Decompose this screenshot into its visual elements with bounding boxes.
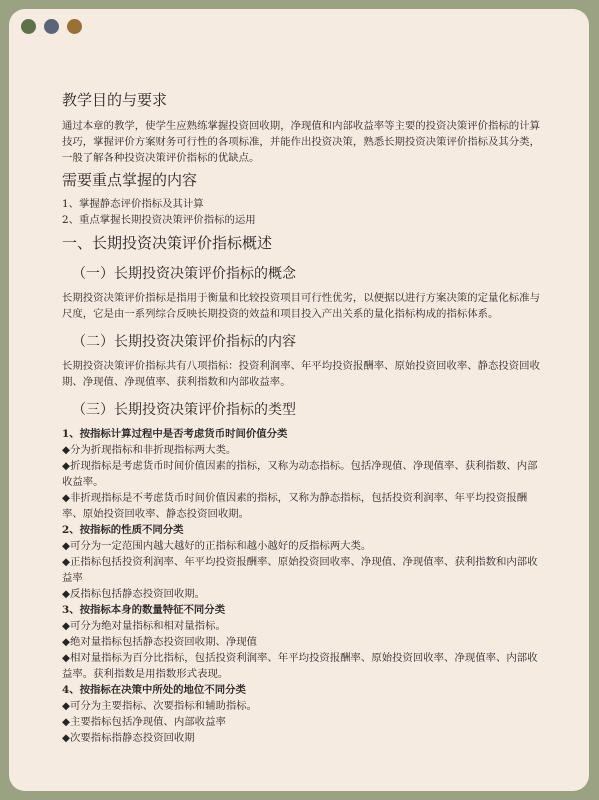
type-bullet: ◆反指标包括静态投资回收期。 xyxy=(62,588,206,600)
type-category-heading: 3、按指标本身的数量特征不同分类 xyxy=(62,604,226,616)
concept-paragraph: 长期投资决策评价指标是指用于衡量和比较投资项目可行性优劣，以便据以进行方案决策的定量化标准与尺度，它是由一系列综合反映长期投资的效益和项目投入产出关系的量化指标构成的指标体系。 xyxy=(62,292,540,320)
green-dot-icon xyxy=(21,19,36,34)
type-bullet: ◆主要指标包括净现值、内部收益率 xyxy=(62,716,226,728)
type-category-heading: 4、按指标在决策中所处的地位不同分类 xyxy=(62,684,246,696)
section-heading: 一、长期投资决策评价指标概述 xyxy=(62,234,273,252)
type-bullet: ◆可分为绝对量指标和相对量指标。 xyxy=(62,620,226,632)
subsection-heading-concept: （一）长期投资决策评价指标的概念 xyxy=(72,266,296,282)
type-category-heading: 2、按指标的性质不同分类 xyxy=(62,524,184,536)
type-bullet: ◆次要指标指静态投资回收期 xyxy=(62,732,195,744)
types-list xyxy=(62,426,540,746)
subsection-heading-types: （三）长期投资决策评价指标的类型 xyxy=(72,402,296,418)
subsection-heading-content: （二）长期投资决策评价指标的内容 xyxy=(72,334,296,350)
type-bullet: ◆分为折现指标和非折现指标两大类。 xyxy=(62,444,237,456)
type-bullet: ◆可分为主要指标、次要指标和辅助指标。 xyxy=(62,700,258,712)
key-list xyxy=(62,196,540,228)
key-item: 1、掌握静态评价指标及其计算 xyxy=(62,198,204,210)
goal-paragraph: 通过本章的教学，使学生应熟练掌握投资回收期，净现值和内部收益率等主要的投资决策评价指标的计算技巧，掌握评价方案财务可行性的各项标准，并能作出投资决策，熟悉长期投资决策评价指标及其分类，一般了解各种投资决策评价指标的优缺点。 xyxy=(62,120,540,164)
type-bullet: ◆正指标包括投资利润率、年平均投资报酬率、原始投资回收率、净现值、净现值率、获利指数和内部收益率 xyxy=(62,556,538,584)
type-category-heading: 1、按指标计算过程中是否考虑货币时间价值分类 xyxy=(62,428,288,440)
type-bullet: ◆可分为一定范围内越大越好的正指标和越小越好的反指标两大类。 xyxy=(62,540,372,552)
key-heading: 需要重点掌握的内容 xyxy=(62,171,198,189)
goal-heading: 教学目的与要求 xyxy=(62,91,168,109)
blue-dot-icon xyxy=(44,19,59,34)
type-bullet: ◆非折现指标是不考虑货币时间价值因素的指标，又称为静态指标，包括投资利润率、年平均投资报酬率、原始投资回收率、静态投资回收期。 xyxy=(62,492,528,520)
type-bullet: ◆相对量指标为百分比指标，包括投资利润率、年平均投资报酬率、原始投资回收率、净现值率、内部收益率。获利指数是用指数形式表现。 xyxy=(62,652,538,680)
window-controls xyxy=(21,19,82,34)
key-item: 2、重点掌握长期投资决策评价指标的运用 xyxy=(62,214,256,226)
type-bullet: ◆绝对量指标包括静态投资回收期、净现值 xyxy=(62,636,258,648)
document-content xyxy=(62,90,540,746)
amber-dot-icon xyxy=(67,19,82,34)
type-bullet: ◆折现指标是考虑货币时间价值因素的指标，又称为动态指标。包括净现值、净现值率、获利指数、内部收益率。 xyxy=(62,460,538,488)
content-paragraph: 长期投资决策评价指标共有八项指标：投资利润率、年平均投资报酬率、原始投资回收率、静态投资回收期、净现值、净现值率、获利指数和内部收益率。 xyxy=(62,360,540,388)
